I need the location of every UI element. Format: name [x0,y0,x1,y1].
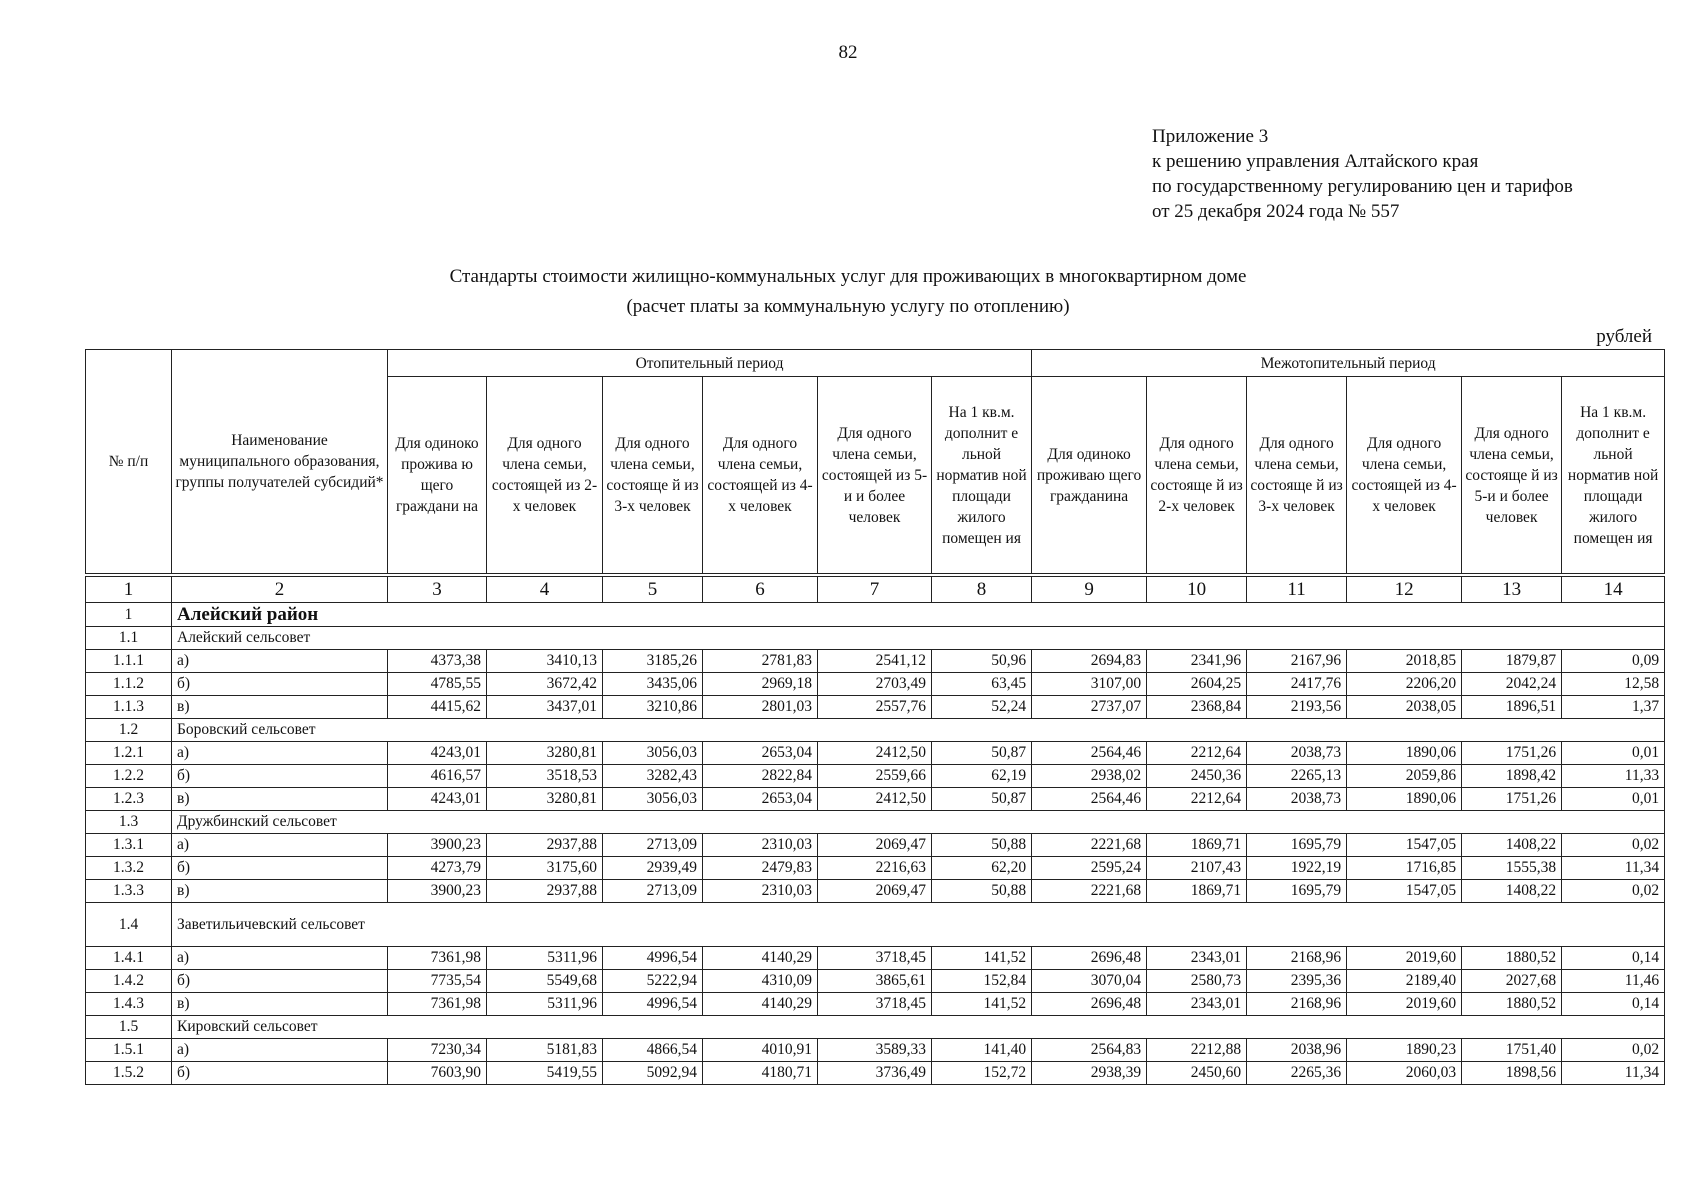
column-number: 1 [86,575,172,603]
value-cell: 2168,96 [1247,947,1347,970]
value-cell: 2564,83 [1032,1039,1147,1062]
value-cell: 50,87 [932,788,1032,811]
value-cell: 1695,79 [1247,880,1347,903]
header-nonheating-col: Для одного члена семьи, состояще й из 2-х человек [1147,377,1247,576]
value-cell: 11,46 [1562,970,1665,993]
value-cell: 1716,85 [1347,857,1462,880]
value-cell: 1408,22 [1462,880,1562,903]
value-cell: 4866,54 [603,1039,703,1062]
value-cell: 4310,09 [703,970,818,993]
value-cell: 2212,88 [1147,1039,1247,1062]
value-cell: 3056,03 [603,788,703,811]
value-cell: 4180,71 [703,1062,818,1085]
value-cell: 2069,47 [818,834,932,857]
header-name: Наименование муниципального образования, группы получателей субсидий* [172,350,388,576]
table-row [86,857,1665,880]
value-cell: 2310,03 [703,880,818,903]
value-cell: 0,01 [1562,742,1665,765]
value-cell: 4373,38 [388,650,487,673]
row-num: 1.4.2 [86,970,172,993]
municipality-name: Заветильичевский сельсовет [172,903,1665,947]
value-cell: 2412,50 [818,742,932,765]
table-row [86,880,1665,903]
header-num: № п/п [86,350,172,576]
value-cell: 4785,55 [388,673,487,696]
value-cell: 1751,26 [1462,742,1562,765]
column-number: 10 [1147,575,1247,603]
value-cell: 2653,04 [703,742,818,765]
value-cell: 152,72 [932,1062,1032,1085]
column-number: 7 [818,575,932,603]
value-cell: 3056,03 [603,742,703,765]
value-cell: 1751,26 [1462,788,1562,811]
value-cell: 11,34 [1562,1062,1665,1085]
value-cell: 2038,05 [1347,696,1462,719]
table-row [86,1039,1665,1062]
value-cell: 1880,52 [1462,947,1562,970]
header-nonheating-col: На 1 кв.м. дополнит е льной норматив ной площади жилого помещен ия [1562,377,1665,576]
value-cell: 2221,68 [1032,880,1147,903]
value-cell: 5311,96 [487,993,603,1016]
value-cell: 2265,13 [1247,765,1347,788]
value-cell: 2038,73 [1247,788,1347,811]
recipient-group: а) [172,1039,388,1062]
municipality-row [86,627,1665,650]
header-heating-col: Для одного члена семьи, состоящей из 2-х человек [487,377,603,576]
value-cell: 2937,88 [487,880,603,903]
value-cell: 7230,34 [388,1039,487,1062]
value-cell: 4243,01 [388,788,487,811]
value-cell: 2801,03 [703,696,818,719]
value-cell: 4996,54 [603,947,703,970]
value-cell: 2343,01 [1147,947,1247,970]
value-cell: 2737,07 [1032,696,1147,719]
value-cell: 1869,71 [1147,880,1247,903]
recipient-group: в) [172,788,388,811]
table-row [86,1062,1665,1085]
value-cell: 7603,90 [388,1062,487,1085]
row-num: 1.2.2 [86,765,172,788]
value-cell: 2189,40 [1347,970,1462,993]
row-num: 1.1.1 [86,650,172,673]
value-cell: 2822,84 [703,765,818,788]
municipality-row [86,903,1665,947]
value-cell: 5222,94 [603,970,703,993]
municipality-num: 1.1 [86,627,172,650]
value-cell: 2341,96 [1147,650,1247,673]
value-cell: 0,14 [1562,947,1665,970]
header-heating-col: Для одного члена семьи, состояще й из 3-х человек [603,377,703,576]
row-num: 1.3.3 [86,880,172,903]
header-heating-col: Для одного члена семьи, состоящей из 4-х человек [703,377,818,576]
value-cell: 0,01 [1562,788,1665,811]
header-nonheating-col: Для одного члена семьи, состояще й из 3-х человек [1247,377,1347,576]
table-row [86,834,1665,857]
value-cell: 2703,49 [818,673,932,696]
value-cell: 1751,40 [1462,1039,1562,1062]
value-cell: 2038,73 [1247,742,1347,765]
row-num: 1.4.3 [86,993,172,1016]
value-cell: 1890,23 [1347,1039,1462,1062]
value-cell: 2310,03 [703,834,818,857]
value-cell: 7735,54 [388,970,487,993]
value-cell: 2343,01 [1147,993,1247,1016]
recipient-group: а) [172,650,388,673]
value-cell: 11,33 [1562,765,1665,788]
value-cell: 2694,83 [1032,650,1147,673]
value-cell: 1,37 [1562,696,1665,719]
value-cell: 50,88 [932,834,1032,857]
value-cell: 2564,46 [1032,742,1147,765]
value-cell: 2696,48 [1032,993,1147,1016]
value-cell: 2212,64 [1147,742,1247,765]
value-cell: 3070,04 [1032,970,1147,993]
value-cell: 3900,23 [388,834,487,857]
value-cell: 2069,47 [818,880,932,903]
recipient-group: б) [172,673,388,696]
municipality-num: 1.2 [86,719,172,742]
value-cell: 2939,49 [603,857,703,880]
value-cell: 2019,60 [1347,947,1462,970]
value-cell: 2206,20 [1347,673,1462,696]
column-number: 12 [1347,575,1462,603]
value-cell: 1869,71 [1147,834,1247,857]
district-num: 1 [86,603,172,627]
value-cell: 2938,39 [1032,1062,1147,1085]
value-cell: 1695,79 [1247,834,1347,857]
value-cell: 5419,55 [487,1062,603,1085]
header-heating-col: На 1 кв.м. дополнит е льной норматив ной площади жилого помещен ия [932,377,1032,576]
value-cell: 2368,84 [1147,696,1247,719]
appendix-line: по государственному регулированию цен и тарифов [1152,176,1573,197]
municipality-row [86,811,1665,834]
value-cell: 4616,57 [388,765,487,788]
value-cell: 7361,98 [388,947,487,970]
value-cell: 5311,96 [487,947,603,970]
recipient-group: в) [172,696,388,719]
value-cell: 3672,42 [487,673,603,696]
header-heating-period: Отопительный период [388,350,1032,377]
header-nonheating-col: Для одиноко проживаю щего гражданина [1032,377,1147,576]
title-line-1: Стандарты стоимости жилищно-коммунальных услуг для проживающих в многоквартирном доме [449,266,1247,287]
value-cell: 3280,81 [487,742,603,765]
appendix-line: к решению управления Алтайского края [1152,151,1479,172]
column-number: 4 [487,575,603,603]
header-heating-col: Для одиноко прожива ю щего граждани на [388,377,487,576]
value-cell: 4996,54 [603,993,703,1016]
value-cell: 2713,09 [603,880,703,903]
row-num: 1.4.1 [86,947,172,970]
recipient-group: а) [172,947,388,970]
recipient-group: в) [172,880,388,903]
value-cell: 4243,01 [388,742,487,765]
value-cell: 62,19 [932,765,1032,788]
value-cell: 2212,64 [1147,788,1247,811]
row-num: 1.2.1 [86,742,172,765]
column-number: 2 [172,575,388,603]
column-number: 5 [603,575,703,603]
value-cell: 3900,23 [388,880,487,903]
value-cell: 50,87 [932,742,1032,765]
value-cell: 1896,51 [1462,696,1562,719]
value-cell: 4010,91 [703,1039,818,1062]
value-cell: 1555,38 [1462,857,1562,880]
value-cell: 3718,45 [818,993,932,1016]
value-cell: 2038,96 [1247,1039,1347,1062]
value-cell: 2781,83 [703,650,818,673]
value-cell: 2042,24 [1462,673,1562,696]
value-cell: 1922,19 [1247,857,1347,880]
header-nonheating-col: Для одного члена семьи, состоящей из 4-х человек [1347,377,1462,576]
value-cell: 2564,46 [1032,788,1147,811]
value-cell: 2221,68 [1032,834,1147,857]
value-cell: 1880,52 [1462,993,1562,1016]
appendix-line: от 25 декабря 2024 года № 557 [1152,201,1400,222]
column-number: 11 [1247,575,1347,603]
row-num: 1.3.1 [86,834,172,857]
row-num: 1.2.3 [86,788,172,811]
value-cell: 1890,06 [1347,742,1462,765]
recipient-group: а) [172,742,388,765]
recipient-group: б) [172,1062,388,1085]
value-cell: 2018,85 [1347,650,1462,673]
value-cell: 3282,43 [603,765,703,788]
value-cell: 3175,60 [487,857,603,880]
value-cell: 4140,29 [703,993,818,1016]
value-cell: 2216,63 [818,857,932,880]
value-cell: 141,52 [932,947,1032,970]
document-title [0,262,1696,322]
value-cell: 152,84 [932,970,1032,993]
value-cell: 141,40 [932,1039,1032,1062]
value-cell: 3280,81 [487,788,603,811]
value-cell: 7361,98 [388,993,487,1016]
value-cell: 0,02 [1562,834,1665,857]
value-cell: 2559,66 [818,765,932,788]
municipality-num: 1.5 [86,1016,172,1039]
table-row [86,993,1665,1016]
value-cell: 11,34 [1562,857,1665,880]
value-cell: 0,14 [1562,993,1665,1016]
table-row [86,650,1665,673]
value-cell: 2938,02 [1032,765,1147,788]
municipality-name: Кировский сельсовет [172,1016,1665,1039]
row-num: 1.3.2 [86,857,172,880]
value-cell: 5092,94 [603,1062,703,1085]
value-cell: 1890,06 [1347,788,1462,811]
value-cell: 52,24 [932,696,1032,719]
table-row [86,765,1665,788]
value-cell: 4140,29 [703,947,818,970]
table-row [86,788,1665,811]
tariff-table [85,349,1665,1085]
value-cell: 2060,03 [1347,1062,1462,1085]
district-name: Алейский район [172,603,1665,627]
value-cell: 3518,53 [487,765,603,788]
value-cell: 3589,33 [818,1039,932,1062]
municipality-num: 1.4 [86,903,172,947]
municipality-num: 1.3 [86,811,172,834]
header-nonheating-col: Для одного члена семьи, состояще й из 5-и и более человек [1462,377,1562,576]
value-cell: 1408,22 [1462,834,1562,857]
value-cell: 3435,06 [603,673,703,696]
value-cell: 3107,00 [1032,673,1147,696]
value-cell: 5181,83 [487,1039,603,1062]
recipient-group: б) [172,970,388,993]
recipient-group: а) [172,834,388,857]
value-cell: 2412,50 [818,788,932,811]
value-cell: 2969,18 [703,673,818,696]
value-cell: 2265,36 [1247,1062,1347,1085]
value-cell: 2557,76 [818,696,932,719]
municipality-name: Алейский сельсовет [172,627,1665,650]
value-cell: 2450,36 [1147,765,1247,788]
value-cell: 2937,88 [487,834,603,857]
value-cell: 63,45 [932,673,1032,696]
value-cell: 2696,48 [1032,947,1147,970]
value-cell: 2193,56 [1247,696,1347,719]
value-cell: 3718,45 [818,947,932,970]
value-cell: 50,88 [932,880,1032,903]
appendix-line: Приложение 3 [1152,126,1269,147]
value-cell: 3210,86 [603,696,703,719]
value-cell: 0,09 [1562,650,1665,673]
column-number: 14 [1562,575,1665,603]
value-cell: 50,96 [932,650,1032,673]
value-cell: 0,02 [1562,1039,1665,1062]
table-row [86,970,1665,993]
table-row [86,696,1665,719]
recipient-group: б) [172,765,388,788]
column-number: 3 [388,575,487,603]
value-cell: 2450,60 [1147,1062,1247,1085]
value-cell: 5549,68 [487,970,603,993]
column-number: 8 [932,575,1032,603]
value-cell: 2580,73 [1147,970,1247,993]
recipient-group: в) [172,993,388,1016]
column-number: 13 [1462,575,1562,603]
value-cell: 2713,09 [603,834,703,857]
row-num: 1.1.3 [86,696,172,719]
table-row [86,947,1665,970]
row-num: 1.5.2 [86,1062,172,1085]
municipality-row [86,719,1665,742]
value-cell: 2595,24 [1032,857,1147,880]
value-cell: 3736,49 [818,1062,932,1085]
value-cell: 2027,68 [1462,970,1562,993]
value-cell: 1898,56 [1462,1062,1562,1085]
value-cell: 2167,96 [1247,650,1347,673]
value-cell: 1898,42 [1462,765,1562,788]
district-row [86,603,1665,627]
value-cell: 2019,60 [1347,993,1462,1016]
title-line-2: (расчет платы за коммунальную услугу по отоплению) [626,296,1070,317]
value-cell: 4273,79 [388,857,487,880]
value-cell: 62,20 [932,857,1032,880]
value-cell: 3410,13 [487,650,603,673]
value-cell: 2479,83 [703,857,818,880]
table-row [86,673,1665,696]
value-cell: 141,52 [932,993,1032,1016]
value-cell: 2168,96 [1247,993,1347,1016]
value-cell: 2059,86 [1347,765,1462,788]
row-num: 1.5.1 [86,1039,172,1062]
value-cell: 1879,87 [1462,650,1562,673]
unit-label: рублей [1596,326,1652,347]
value-cell: 3865,61 [818,970,932,993]
column-number: 6 [703,575,818,603]
column-number-row [86,575,1665,603]
row-num: 1.1.2 [86,673,172,696]
value-cell: 3437,01 [487,696,603,719]
header-nonheating-period: Межотопительный период [1032,350,1665,377]
municipality-name: Боровский сельсовет [172,719,1665,742]
value-cell: 12,58 [1562,673,1665,696]
value-cell: 2653,04 [703,788,818,811]
value-cell: 3185,26 [603,650,703,673]
header-heating-col: Для одного члена семьи, состоящей из 5-и и более человек [818,377,932,576]
recipient-group: б) [172,857,388,880]
column-number: 9 [1032,575,1147,603]
value-cell: 2107,43 [1147,857,1247,880]
table-row [86,742,1665,765]
value-cell: 2541,12 [818,650,932,673]
municipality-name: Дружбинский сельсовет [172,811,1665,834]
page-number: 82 [838,42,858,63]
value-cell: 4415,62 [388,696,487,719]
appendix-note [1152,124,1573,224]
value-cell: 1547,05 [1347,834,1462,857]
value-cell: 2604,25 [1147,673,1247,696]
municipality-row [86,1016,1665,1039]
value-cell: 2417,76 [1247,673,1347,696]
value-cell: 0,02 [1562,880,1665,903]
value-cell: 2395,36 [1247,970,1347,993]
value-cell: 1547,05 [1347,880,1462,903]
